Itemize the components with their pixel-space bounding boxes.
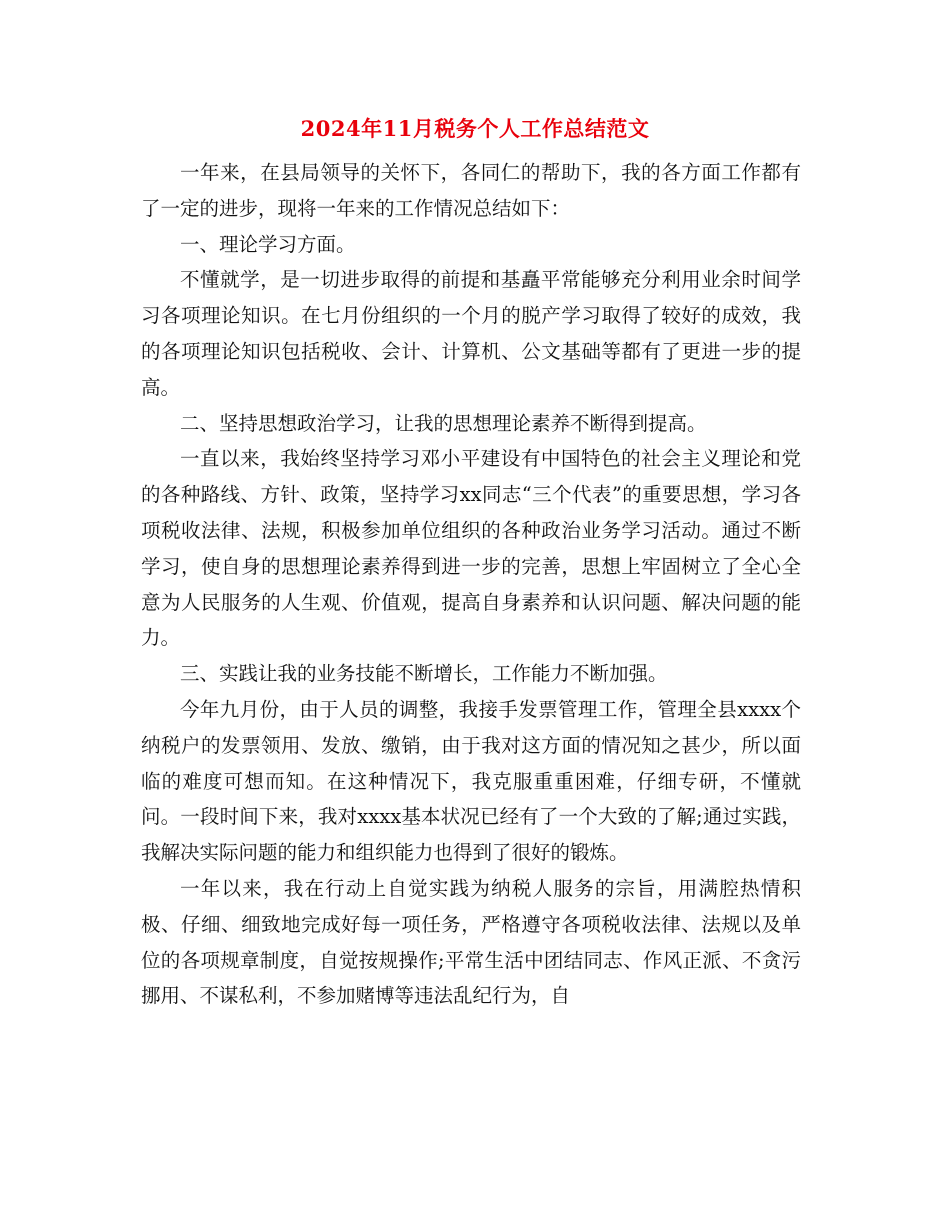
paragraph-political-study: 一直以来，我始终坚持学习邓小平建设有中国特色的社会主义理论和党的各种路线、方针、政策，坚持学习xx同志“三个代表”的重要思想，学习各项税收法律、法规，积极参加单位组织的各种政治业务学习活动。通过不断学习，使自身的思想理论素养得到进一步的完善，思想上牢固树立了全心全意为人民服务的人生观、价值观，提高自身素养和认识问题、解决问题的能力。 <box>141 447 801 650</box>
paragraph-intro: 一年来，在县局领导的关怀下，各同仁的帮助下，我的各方面工作都有了一定的进步，现将一年来的工作情况总结如下： <box>141 161 801 220</box>
document-body <box>141 155 801 1014</box>
paragraph-conduct: 一年以来，我在行动上自觉实践为纳税人服务的宗旨，用满腔热情积极、仔细、细致地完成好每一项任务，严格遵守各项税收法律、法规以及单位的各项规章制度，自觉按规操作;平常生活中团结同志、作风正派、不贪污挪用、不谋私利，不参加赌博等违法乱纪行为，自 <box>141 876 801 1008</box>
paragraph-practice: 今年九月份，由于人员的调整，我接手发票管理工作，管理全县xxxx个纳税户的发票领用、发放、缴销，由于我对这方面的情况知之甚少，所以面临的难度可想而知。在这种情况下，我克服重重困难，仔细专研，不懂就问。一段时间下来，我对xxxx基本状况已经有了一个大致的了解;通过实践，我解决实际问题的能力和组织能力也得到了很好的锻炼。 <box>141 697 801 865</box>
section-heading-political-study: 二、坚持思想政治学习，让我的思想理论素养不断得到提高。 <box>180 411 707 435</box>
document-title: 2024年11月税务个人工作总结范文 <box>300 116 650 141</box>
section-heading-theory-study: 一、理论学习方面。 <box>180 232 356 256</box>
section-heading-practice: 三、实践让我的业务技能不断增长，工作能力不断加强。 <box>180 662 668 686</box>
paragraph-theory-study: 不懂就学，是一切进步取得的前提和基矗平常能够充分利用业余时间学习各项理论知识。在七月份组织的一个月的脱产学习取得了较好的成效，我的各项理论知识包括税收、会计、计算机、公文基础等都有了更进一步的提高。 <box>141 268 801 399</box>
